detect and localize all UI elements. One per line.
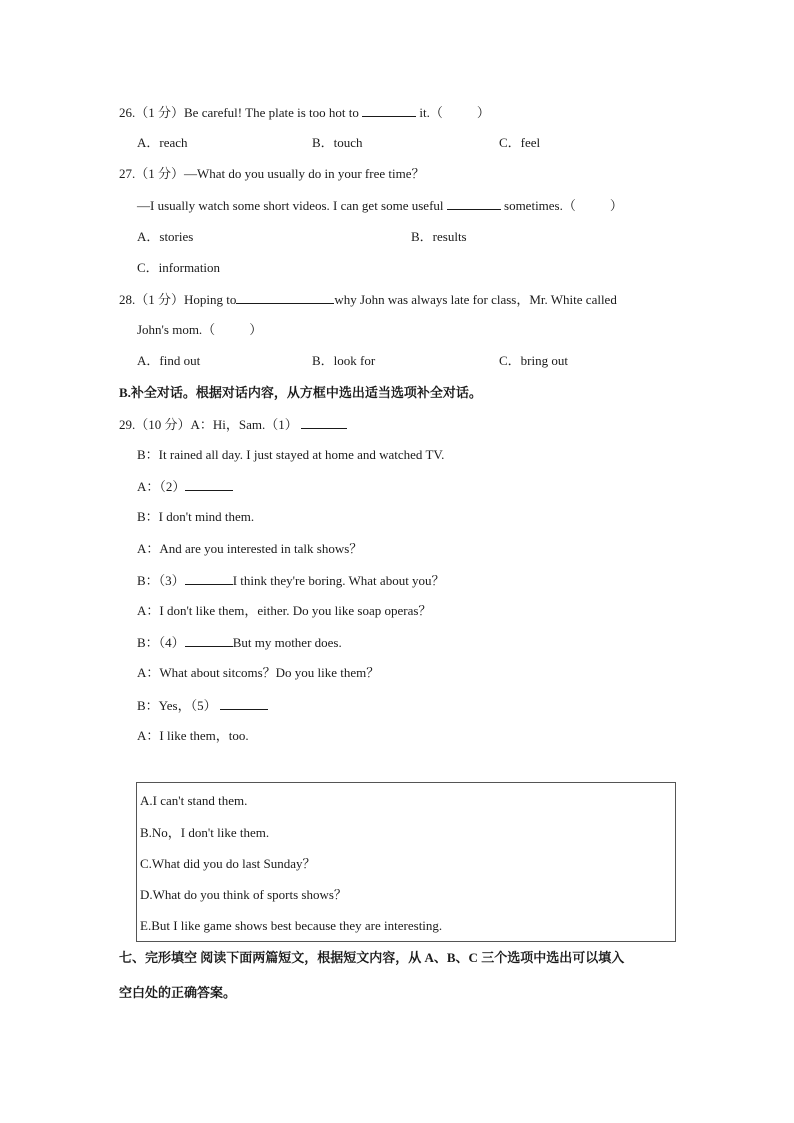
q29-dialogue-line	[137, 541, 362, 557]
q29-dialogue-line	[137, 509, 254, 525]
q27-score: （1 分）	[135, 166, 185, 181]
q28-option-c: C．bring out	[499, 353, 568, 368]
q27-number: 27	[119, 166, 132, 181]
q26-blank	[362, 104, 416, 117]
section-7-heading-line2: 空白处的正确答案。	[119, 985, 237, 1000]
q28-option-a: A．find out	[137, 353, 201, 368]
q27-blank	[447, 197, 501, 210]
q29-line-1: Hi，Sam.（1）	[212, 417, 298, 432]
q26-text-after: it.（	[419, 105, 443, 120]
q29-line-2: It rained all day. I just stayed at home and watched TV.	[158, 447, 445, 462]
q29-speaker-1: A：	[190, 417, 213, 432]
q29-dialogue-line	[137, 603, 431, 619]
q29-speaker-2: B：	[137, 447, 159, 462]
q29-blank-2	[185, 478, 233, 491]
q29-choice-b: B.No，I don't like them.	[140, 825, 270, 840]
q28-stem: 28.（1 分）Hoping to why John was always late for class，Mr. White called	[119, 292, 617, 307]
q28-number: 28	[119, 292, 132, 307]
q29-speaker-6: B：	[137, 573, 159, 588]
q29-line-7: I don't like them，either. Do you like soap operas？	[159, 603, 432, 618]
q28-paren-close: ）	[249, 322, 263, 337]
q29-speaker-8: B：	[137, 635, 159, 650]
q26-option-c: C．feel	[499, 135, 541, 150]
q26-score: （1 分）	[135, 105, 185, 120]
q29-score: （10 分）	[135, 417, 191, 432]
q27-line2	[137, 197, 623, 214]
q26-number: 26	[119, 105, 132, 120]
q29-choice-a: A.I can't stand them.	[140, 793, 248, 808]
q28-text-after: why John was always late for class，Mr. White called	[334, 292, 617, 307]
q29-line-11: I like them，too.	[159, 728, 249, 743]
q29-dialogue-line	[137, 572, 445, 589]
q27-option-b: B．results	[411, 229, 467, 244]
q29-blank-1	[301, 416, 347, 429]
q27-line2-after: sometimes.（	[504, 198, 576, 213]
q29-blank-5	[220, 697, 268, 710]
q27-option-a: A．stories	[137, 229, 194, 244]
q29-dialogue-line	[137, 447, 444, 463]
q29-number: 29	[119, 417, 132, 432]
q29-blank-3	[185, 572, 233, 585]
q28-line2-text: John's mom.（	[137, 322, 216, 337]
q29-line-8-before: （4）	[158, 635, 185, 650]
q26-stem: 26.（1 分）Be careful! The plate is too hot to it.（ ）	[119, 105, 490, 120]
q29-line-8-after: But my mother does.	[232, 635, 342, 650]
q29-choice-d: D.What do you think of sports shows？	[140, 887, 347, 902]
q29-line-6-after: I think they're boring. What about you？	[232, 573, 445, 588]
q29-speaker-3: A：	[137, 479, 160, 494]
q29-choice-c: C.What did you do last Sunday？	[140, 856, 316, 871]
q29-line-9: What about sitcoms？Do you like them？	[159, 665, 380, 680]
q29-line-5: And are you interested in talk shows？	[159, 541, 363, 556]
q29-speaker-11: A：	[137, 728, 160, 743]
q29-dialogue-line	[137, 728, 249, 744]
q29-dialogue-line	[137, 478, 233, 495]
q28-score: （1 分）	[135, 292, 185, 307]
q26-option-a: A．reach	[137, 135, 188, 150]
section-7-heading-line1: 七、完形填空 阅读下面两篇短文，根据短文内容，从 A、B、C 三个选项中选出可以填入	[119, 950, 625, 965]
q29-dialogue-line	[137, 697, 268, 714]
q27-line1: —What do you usually do in your free time？	[184, 166, 425, 181]
q29-speaker-10: B：	[137, 698, 159, 713]
q29-line-6-before: （3）	[158, 573, 185, 588]
q26-paren-close: ）	[476, 105, 490, 120]
q27-line2-before: —I usually watch some short videos. I can get some useful	[137, 198, 444, 213]
q28-text-before: Hoping to	[184, 292, 237, 307]
q27-option-c: C．information	[137, 260, 221, 275]
q29-choice-e: E.But I like game shows best because they are interesting.	[140, 918, 443, 933]
q28-line2	[137, 322, 262, 338]
q26-option-b: B．touch	[312, 135, 363, 150]
q29-line-3: （2）	[159, 479, 186, 494]
q29-speaker-5: A：	[137, 541, 160, 556]
q26-text-before: Be careful! The plate is too hot to	[184, 105, 359, 120]
q27-stem: 27.（1 分）—What do you usually do in your free time？	[119, 166, 425, 181]
section-b-heading: B.补全对话。根据对话内容，从方框中选出适当选项补全对话。	[119, 385, 482, 400]
q29-speaker-4: B：	[137, 509, 159, 524]
q29-line-4: I don't mind them.	[158, 509, 255, 524]
q27-paren-close: ）	[609, 198, 623, 213]
q29-blank-4	[185, 634, 233, 647]
q29-speaker-9: A：	[137, 665, 160, 680]
q29-choice-box	[136, 782, 676, 942]
q29-dialogue-line	[137, 634, 342, 651]
q29-stem: 29.（10 分）A：Hi，Sam.（1）	[119, 416, 347, 433]
q29-dialogue-line	[137, 665, 379, 681]
q28-option-b: B．look for	[312, 353, 376, 368]
q29-line-10: Yes，（5）	[158, 698, 217, 713]
q29-speaker-7: A：	[137, 603, 160, 618]
q28-blank	[236, 291, 334, 304]
